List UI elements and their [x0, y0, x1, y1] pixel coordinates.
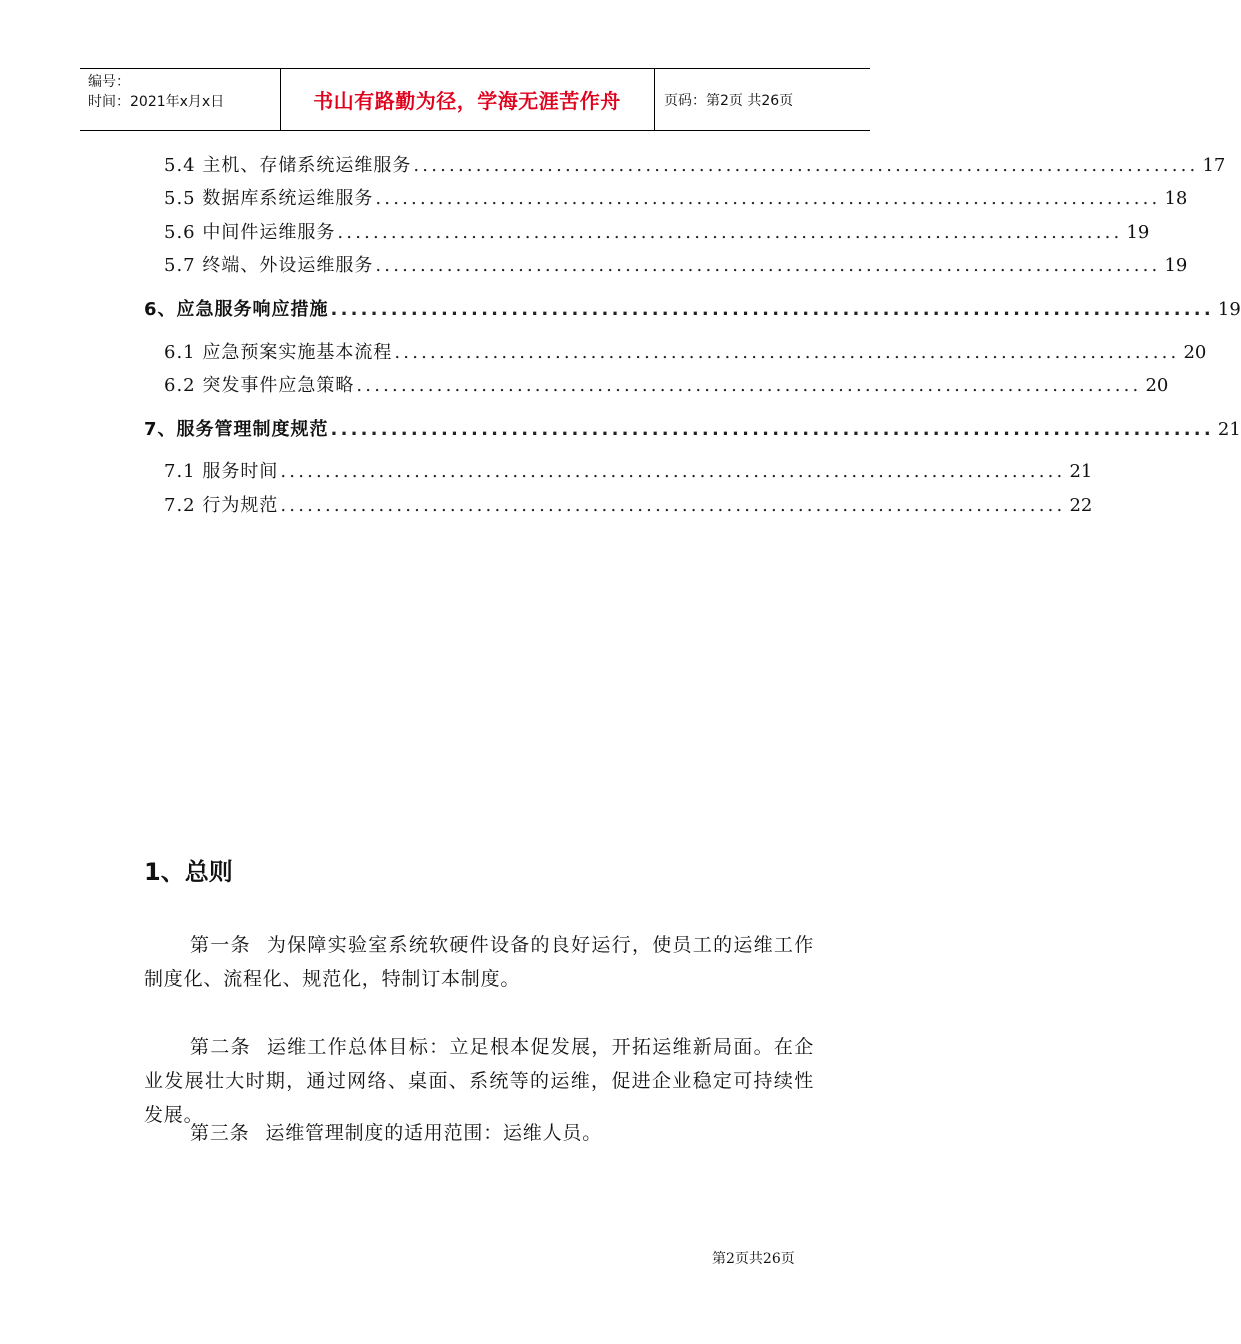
page-footer: 第2页共26页 [712, 1251, 795, 1267]
toc-entry-title: 5.5 数据库系统运维服务 [164, 188, 374, 209]
toc-entry[interactable] [164, 493, 1093, 519]
toc-entry-page: 22 [1069, 495, 1093, 516]
toc-entry-page: 20 [1183, 342, 1207, 363]
header-page-label: 页码：第2页 共26页 [664, 92, 794, 109]
page-header [80, 68, 870, 131]
header-motto: 书山有路勤为径，学海无涯苦作舟 [313, 89, 621, 113]
toc-entry-page: 19 [1126, 222, 1150, 243]
toc-entry-title: 6、应急服务响应措施 [144, 299, 329, 320]
toc-entry[interactable] [164, 186, 1188, 212]
toc-leader-dots: ........................................................................................ [413, 155, 1199, 176]
toc-entry-title: 7.2 行为规范 [164, 495, 279, 516]
toc-entry-page: 20 [1145, 375, 1169, 396]
article-paragraph [144, 1116, 814, 1150]
header-page-cell [654, 69, 870, 130]
document-time-label: 时间：2021年x月x日 [88, 94, 225, 110]
toc-entry-title: 6.2 突发事件应急策略 [164, 375, 355, 396]
toc-leader-dots: ........................................................................................ [330, 419, 1214, 440]
toc-leader-dots: ........................................................................................ [280, 461, 1066, 482]
toc-entry-page: 19 [1164, 255, 1188, 276]
toc-entry[interactable] [164, 373, 1169, 399]
article-lead: 第一条 [190, 934, 251, 956]
toc-entry-title: 6.1 应急预案实施基本流程 [164, 342, 393, 363]
toc-entry-page: 18 [1164, 188, 1188, 209]
toc-entry-page: 21 [1217, 419, 1241, 440]
toc-entry[interactable] [164, 340, 1207, 366]
toc-entry-page: 21 [1069, 461, 1093, 482]
article-lead: 第二条 [190, 1036, 251, 1058]
toc-entry[interactable] [164, 153, 1226, 179]
toc-chapter-entry[interactable] [144, 417, 1241, 443]
document-number-label: 编号： [88, 74, 130, 90]
toc-entry-title: 5.7 终端、外设运维服务 [164, 255, 374, 276]
article-text: 运维管理制度的适用范围：运维人员。 [265, 1122, 603, 1144]
toc-entry-title: 5.6 中间件运维服务 [164, 222, 336, 243]
toc-entry-page: 19 [1217, 299, 1241, 320]
header-motto-cell [280, 69, 655, 130]
toc-entry-title: 7.1 服务时间 [164, 461, 279, 482]
section-heading: 1、总则 [144, 858, 233, 886]
toc-leader-dots: ........................................................................................ [337, 222, 1123, 243]
article-text: 运维工作总体目标：立足根本促发展，开拓运维新局面。在企业发展壮大时期，通过网络、桌面、系统等的运维，促进企业稳定可持续性发展。 [144, 1036, 814, 1126]
toc-entry-page: 17 [1202, 155, 1226, 176]
toc-leader-dots: ........................................................................................ [330, 299, 1214, 320]
toc-leader-dots: ........................................................................................ [280, 495, 1066, 516]
toc-leader-dots: ........................................................................................ [375, 188, 1161, 209]
article-paragraph [144, 928, 814, 996]
toc-entry-title: 5.4 主机、存储系统运维服务 [164, 155, 412, 176]
toc-entry[interactable] [164, 253, 1188, 279]
article-text: 为保障实验室系统软硬件设备的良好运行，使员工的运维工作制度化、流程化、规范化，特制订本制度。 [144, 934, 814, 990]
toc-entry[interactable] [164, 459, 1093, 485]
article-lead: 第三条 [190, 1122, 250, 1144]
toc-leader-dots: ........................................................................................ [375, 255, 1161, 276]
header-meta-cell [80, 69, 281, 130]
toc-leader-dots: ........................................................................................ [356, 375, 1142, 396]
toc-chapter-entry[interactable] [144, 297, 1241, 323]
toc-entry[interactable] [164, 220, 1150, 246]
toc-entry-title: 7、服务管理制度规范 [144, 419, 329, 440]
toc-leader-dots: ........................................................................................ [394, 342, 1180, 363]
